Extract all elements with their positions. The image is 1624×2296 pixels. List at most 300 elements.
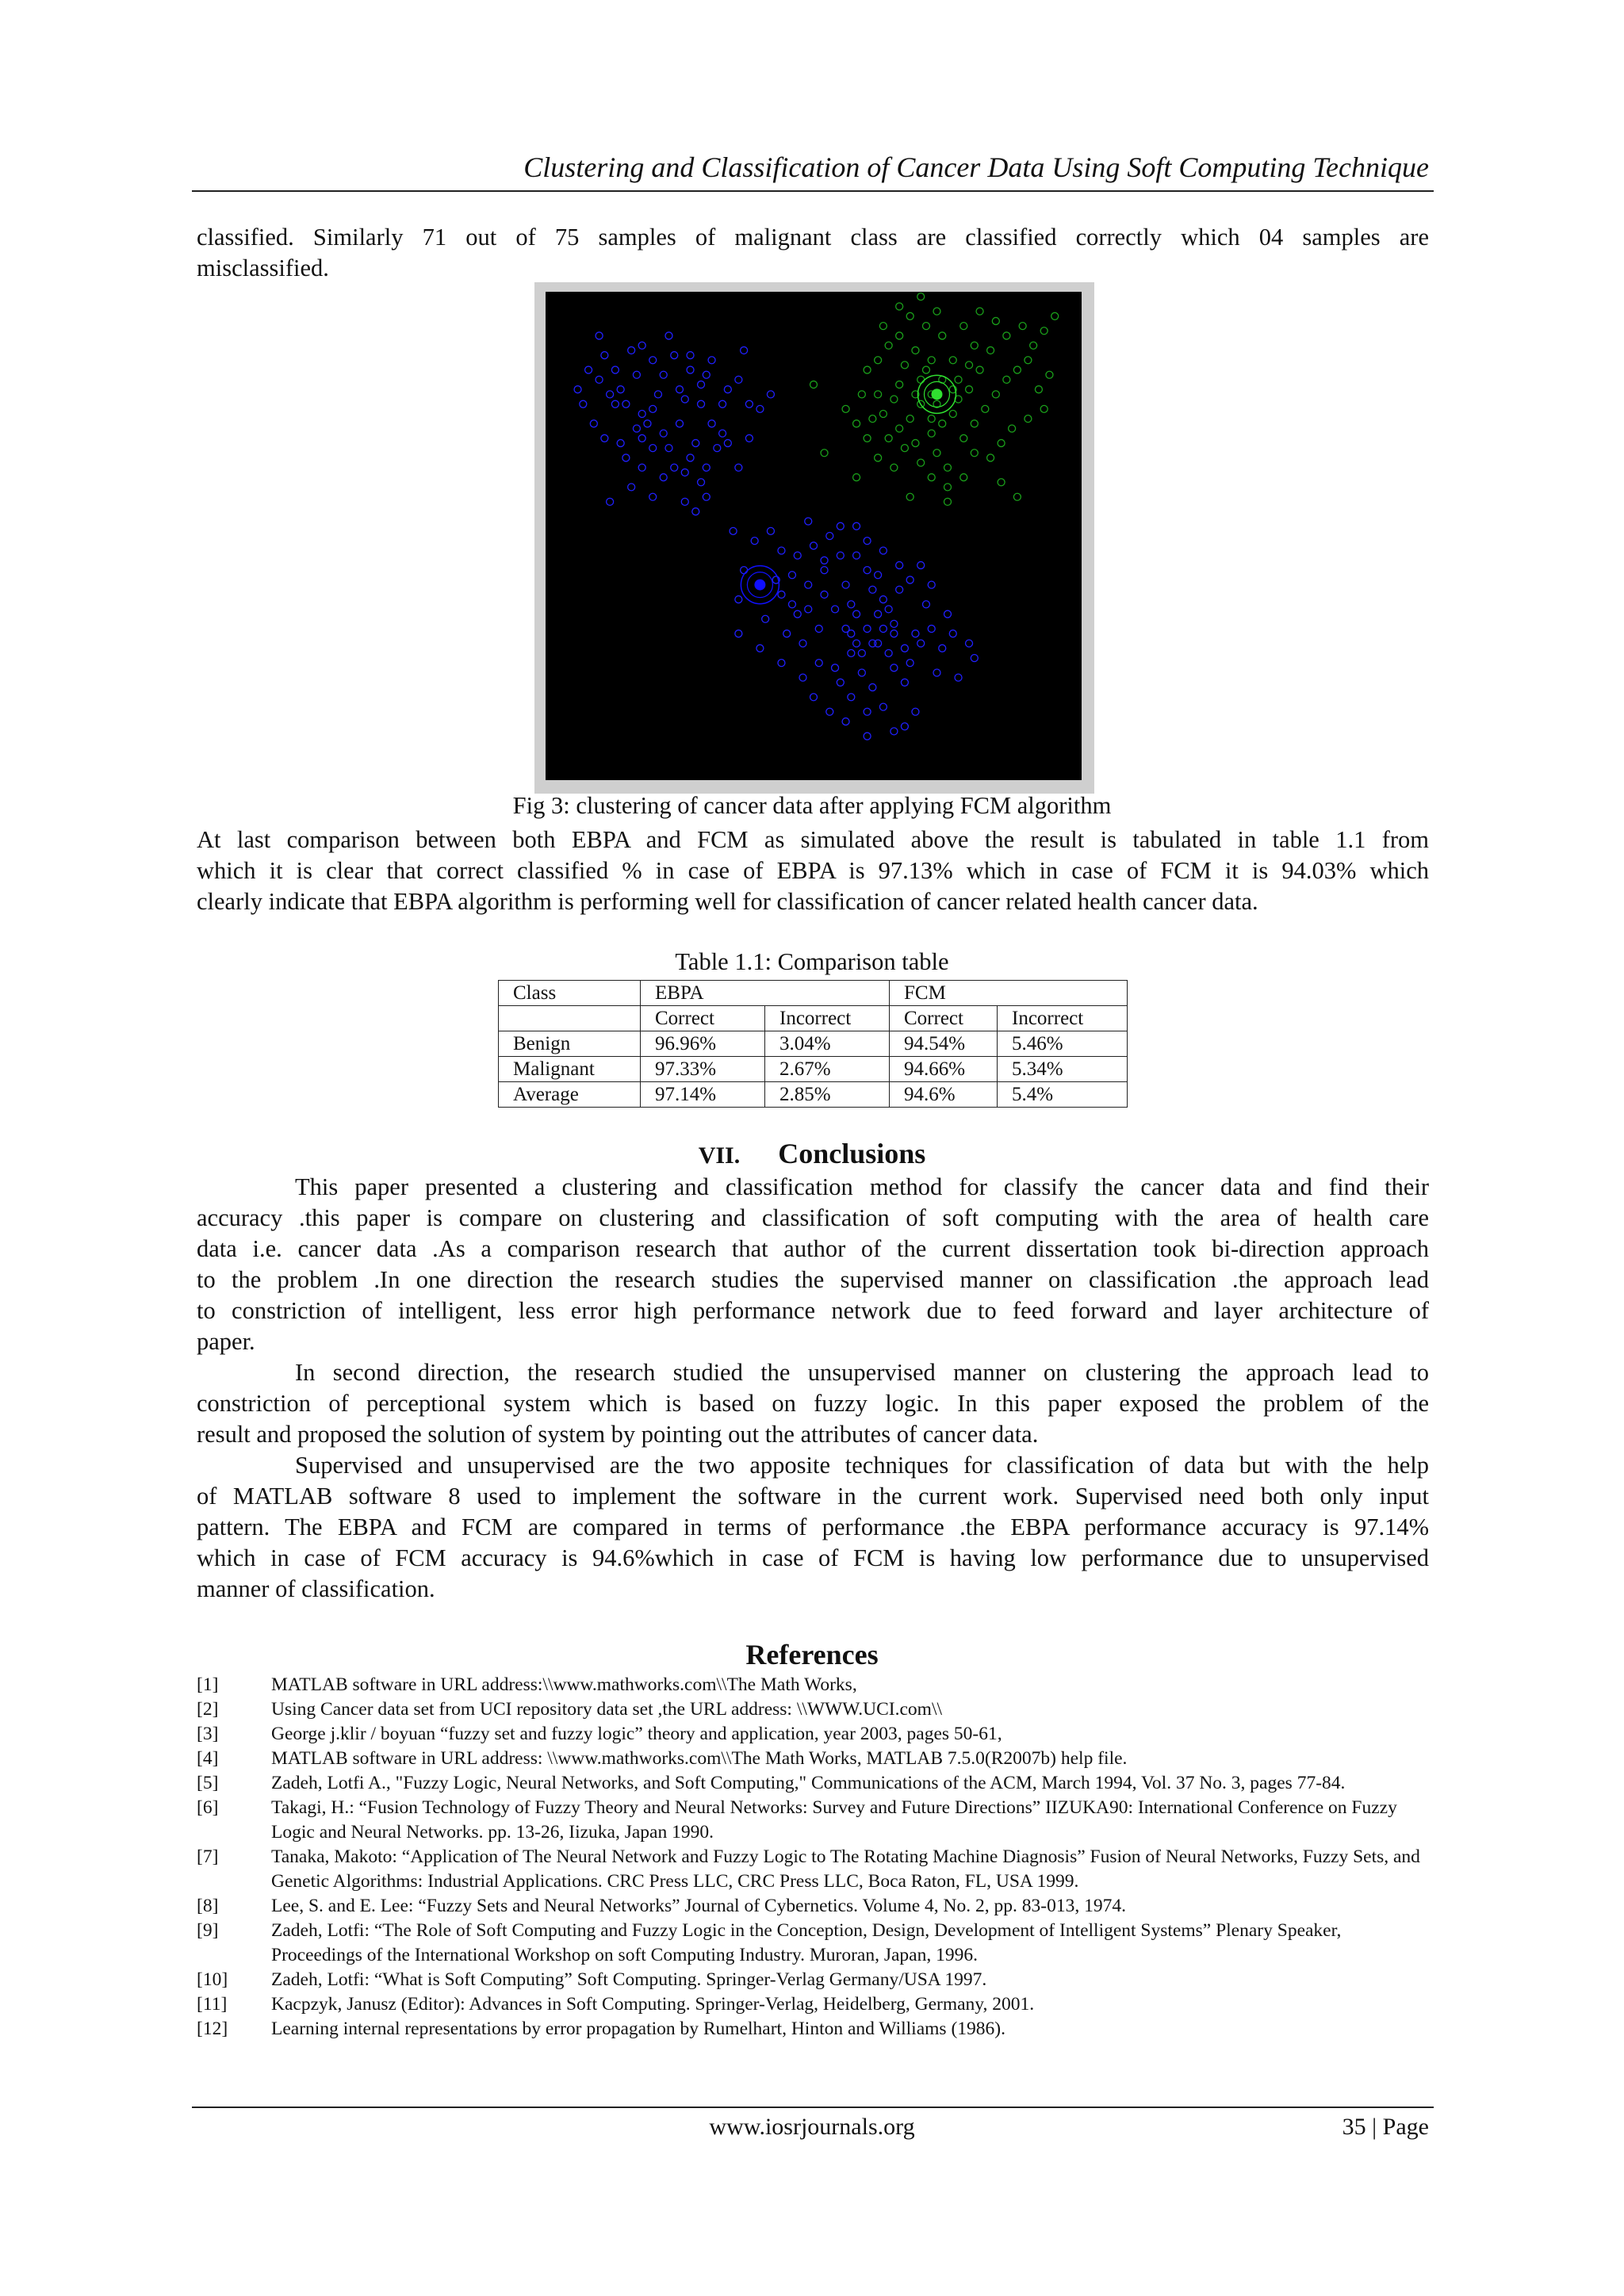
data-point [901,445,908,452]
text-line: classified. Similarly 71 out of 75 samples of malignant class are classified correctly which 04 samples are [197,224,1429,251]
data-point [649,445,657,452]
data-point [939,332,946,339]
data-point [745,400,753,408]
data-point [922,323,929,330]
data-point [992,317,999,324]
data-point [607,498,614,505]
data-point [1051,312,1059,320]
data-point [724,386,731,393]
data-point [842,581,849,588]
data-point [869,415,876,423]
data-point [596,332,603,339]
data-point [671,352,678,359]
reference-item [197,1747,1429,1771]
data-point [928,581,935,588]
data-point [687,352,694,359]
data-point [590,420,597,427]
data-point [853,474,860,481]
reference-number: [1] [197,1674,219,1695]
row-label: Average [499,1082,641,1108]
data-point [891,630,898,637]
data-point [912,708,919,715]
section-number: VII. [698,1142,741,1169]
text-line: clearly indicate that EBPA algorithm is performing well for classification of cancer related health cancer data. [197,888,1258,915]
data-point [906,493,914,500]
comparison-table [498,980,1128,1108]
table-cell: 2.67% [765,1057,890,1082]
data-point [805,606,812,613]
data-point [660,474,667,481]
data-point [879,547,887,554]
data-point [906,312,914,320]
data-point [644,420,651,427]
reference-text: Zadeh, Lotfi: “What is Soft Computing” Soft Computing. Springer-Verlag Germany/USA 1997. [271,1969,987,1990]
data-point [730,527,737,534]
data-point [832,664,839,672]
data-point [966,640,973,647]
data-point [617,439,624,446]
data-point [912,630,919,637]
data-point [879,411,887,418]
data-point [858,669,865,676]
data-point [703,493,710,500]
text-line: misclassified. [197,254,329,281]
data-point [879,703,887,710]
data-point [891,620,898,627]
data-point [837,552,844,559]
data-point [885,434,892,442]
data-point [741,346,748,354]
data-point [848,694,855,701]
text-line: which it is clear that correct classified % in case of EBPA is 97.13% which in case of FCM it is 94.03% which [197,857,1429,884]
data-point [939,645,946,652]
data-point [982,405,989,412]
data-point [955,674,962,681]
data-point [601,434,608,442]
cluster-centroid [931,388,942,400]
data-point [794,552,801,559]
reference-item [197,1722,1429,1747]
table-cell: 96.96% [641,1031,765,1057]
table-cell: 2.85% [765,1082,890,1108]
conclusions-paragraph-1 [197,1172,1429,1605]
data-point [928,474,935,481]
data-point [901,362,908,369]
text-line: which in case of FCM accuracy is 94.6%which in case of FCM is having low performance due to unsupervised [197,1544,1429,1571]
data-point [783,630,791,637]
data-point [703,464,710,471]
data-point [633,371,640,378]
data-point [1013,366,1021,373]
data-point [976,308,983,315]
data-point [848,601,855,608]
data-point [580,400,587,408]
data-point [906,660,914,667]
data-point [708,357,715,364]
data-point [875,357,882,364]
text-line: Supervised and unsupervised are the two apposite techniques for classification of data but with the help [295,1452,1429,1479]
data-point [896,425,903,432]
data-point [976,366,983,373]
data-point [821,557,828,564]
page-number: 35 | Page [1342,2114,1429,2140]
data-point [654,391,661,398]
row-label: Benign [499,1031,641,1057]
data-point [622,454,630,461]
data-point [853,640,860,647]
data-point [1025,415,1032,423]
data-point [928,357,935,364]
data-point [901,723,908,730]
data-point [864,567,871,574]
data-point [879,323,887,330]
text-line: accuracy .this paper is compare on clustering and classification of soft computing with the area of health care [197,1204,1429,1231]
table-cell: 5.4% [998,1082,1128,1108]
data-point [628,346,635,354]
reference-item [197,2017,1429,2042]
data-point [681,498,688,505]
data-point [853,610,860,618]
data-point [869,640,876,647]
running-header-title: Clustering and Classification of Cancer Data Using Soft Computing Technique [523,151,1429,183]
reference-text: Kacpzyk, Janusz (Editor): Advances in Soft Computing. Springer-Verlag, Heidelberg, Germany, 2001. [271,1994,1035,2015]
data-point [858,391,865,398]
data-point [660,430,667,437]
text-line: result and proposed the solution of system by pointing out the attributes of cancer data. [197,1421,1039,1448]
data-point [869,683,876,691]
data-point [971,342,978,349]
data-point [917,293,925,300]
data-point [853,420,860,427]
data-point [665,445,672,452]
data-point [665,332,672,339]
data-point [885,649,892,656]
text-line: This paper presented a clustering and classification method for classify the cancer data and find their [295,1173,1429,1200]
reference-text: Learning internal representations by error propagation by Rumelhart, Hinton and Williams (1986). [271,2019,1005,2039]
data-point [815,626,822,633]
figure-frame [534,282,1094,794]
data-point [1013,493,1021,500]
data-point [933,450,940,457]
data-point [799,640,806,647]
data-point [1046,371,1053,378]
data-point [837,679,844,686]
text-line: manner of classification. [197,1575,435,1602]
data-point [676,420,684,427]
data-point [1003,332,1010,339]
intro-paragraph [197,222,1429,284]
data-point [735,630,742,637]
data-point [724,439,731,446]
data-point [1035,386,1042,393]
data-point [751,538,758,545]
table-subheader-row [499,1006,1128,1031]
data-point [891,464,898,471]
data-point [853,552,860,559]
data-point [1040,327,1048,335]
reference-text: Using Cancer data set from UCI repository data set ,the URL address: \\WWW.UCI.com\\ [271,1699,943,1720]
section-heading [0,1137,1624,1170]
data-point [698,479,705,486]
data-point [864,708,871,715]
data-point [622,400,630,408]
data-point [928,415,935,423]
data-point [676,386,684,393]
data-point [687,454,694,461]
reference-text: Zadeh, Lotfi A., "Fuzzy Logic, Neural Networks, and Soft Computing," Communications of the ACM, March 1994, Vol. 37 No. 3, pages 77-84. [271,1773,1346,1793]
text-line: In second direction, the research studied the unsupervised manner on clustering the approach lead to [295,1359,1429,1386]
data-point [896,303,903,310]
reference-number: [2] [197,1699,219,1720]
subheader-cell: Correct [890,1006,998,1031]
data-point [681,396,688,403]
reference-text: Tanaka, Makoto: “Application of The Neural Network and Fuzzy Logic to The Rotating Machine Diagnosis” Fusion of Neural Networks, Fuzzy Sets, and Genetic Algorithms: Industrial Applications. CRC Press LLC, CRC Press LLC, Boca Raton, FL, USA 1999. [271,1846,1420,1892]
data-point [998,439,1005,446]
data-point [992,391,999,398]
data-point [810,542,818,549]
data-point [885,606,892,613]
reference-item [197,1894,1429,1919]
data-point [842,718,849,725]
reference-item [197,1771,1429,1796]
data-point [864,733,871,740]
data-point [778,591,785,598]
subheader-cell: Correct [641,1006,765,1031]
data-point [601,352,608,359]
data-point [633,425,640,432]
data-point [853,522,860,530]
data-point [837,522,844,530]
data-point [879,596,887,603]
data-point [842,626,849,633]
data-point [842,405,849,412]
data-point [805,581,812,588]
data-point [917,459,925,466]
data-point [698,400,705,408]
footer-url: www.iosrjournals.org [709,2114,915,2140]
data-point [966,386,973,393]
data-point [949,411,956,418]
data-point [810,381,818,388]
data-point [949,357,956,364]
data-point [815,660,822,667]
data-point [1025,357,1032,364]
data-point [735,464,742,471]
data-point [875,454,882,461]
data-point [762,615,769,622]
data-point [708,420,715,427]
reference-number: [3] [197,1724,219,1744]
data-point [788,601,795,608]
data-point [949,630,956,637]
data-point [928,430,935,437]
reference-text: MATLAB software in URL address:\\www.mathworks.com\\The Math Works, [271,1674,857,1695]
data-point [891,728,898,735]
data-point [901,645,908,652]
data-point [671,464,678,471]
data-point [960,434,967,442]
reference-number: [9] [197,1920,219,1941]
data-point [944,484,952,491]
reference-number: [6] [197,1797,219,1818]
data-point [971,450,978,457]
data-point [638,342,645,349]
data-point [745,434,753,442]
header-cell-fcm: FCM [890,981,1128,1006]
data-point [944,464,952,471]
data-point [649,357,657,364]
reference-number: [11] [197,1994,228,2015]
row-label: Malignant [499,1057,641,1082]
data-point [960,474,967,481]
reference-text: MATLAB software in URL address: \\www.mathworks.com\\The Math Works, MATLAB 7.5.0(R2007b) help file. [271,1748,1128,1769]
reference-item [197,1697,1429,1722]
data-point [607,391,614,398]
data-point [869,586,876,593]
data-point [901,679,908,686]
data-point [638,434,645,442]
scatter-svg [546,292,1082,780]
table-cell: 94.54% [890,1031,998,1057]
data-point [998,479,1005,486]
data-point [891,396,898,403]
data-point [628,484,635,491]
data-point [987,346,994,354]
data-point [928,626,935,633]
header-cell-class: Class [499,981,641,1006]
data-point [660,371,667,378]
data-point [864,434,871,442]
data-point [1030,342,1037,349]
figure-caption: Fig 3: clustering of cancer data after applying FCM algorithm [512,792,1112,819]
reference-number: [8] [197,1896,219,1916]
text-line: to constriction of intelligent, less error high performance network due to feed forward and layer architecture of [197,1297,1429,1324]
text-line: pattern. The EBPA and FCM are compared in terms of performance .the EBPA performance accuracy is 97.14% [197,1513,1429,1540]
reference-text: Lee, S. and E. Lee: “Fuzzy Sets and Neural Networks” Journal of Cybernetics. Volume 4, No. 2, pp. 83-013, 1974. [271,1896,1126,1916]
reference-item [197,1673,1429,1697]
text-line: At last comparison between both EBPA and FCM as simulated above the result is tabulated in table 1.1 from [197,826,1429,853]
data-point [917,561,925,568]
data-point [971,420,978,427]
data-point [767,391,774,398]
reference-number: [5] [197,1773,219,1793]
table-cell: 3.04% [765,1031,890,1057]
data-point [864,538,871,545]
reference-item [197,1919,1429,1968]
data-point [933,308,940,315]
data-point [896,586,903,593]
data-point [922,601,929,608]
data-point [944,610,952,618]
data-point [687,366,694,373]
table-cell: 94.6% [890,1082,998,1108]
data-point [714,445,721,452]
data-point [891,664,898,672]
data-point [944,498,952,505]
data-point [617,386,624,393]
data-point [960,323,967,330]
data-point [939,420,946,427]
data-point [906,415,914,423]
data-point [875,391,882,398]
scatter-plot [546,292,1082,780]
data-point [692,439,699,446]
header-cell-ebpa: EBPA [641,981,890,1006]
text-line: to the problem .In one direction the research studies the supervised manner on classification .the approach lead [197,1266,1429,1293]
data-point [879,626,887,633]
data-point [778,660,785,667]
table-caption: Table 1.1: Comparison table [675,948,949,975]
footer-rule [192,2107,1434,2108]
data-point [735,376,742,383]
data-point [719,430,726,437]
table-cell [499,1006,641,1031]
data-point [858,649,865,656]
reference-number: [12] [197,2019,228,2039]
data-point [574,386,581,393]
data-point [810,694,818,701]
reference-item [197,1968,1429,1992]
data-point [788,572,795,579]
data-point [703,371,710,378]
data-point [735,596,742,603]
data-point [719,400,726,408]
data-point [585,366,592,373]
data-point [611,400,619,408]
table-header-row [499,981,1128,1006]
text-line: data i.e. cancer data .As a comparison research that author of the current dissertation took bi-direction approach [197,1235,1429,1262]
data-point [896,381,903,388]
data-point [826,533,833,540]
table-cell: 5.34% [998,1057,1128,1082]
data-point [799,674,806,681]
data-point [741,567,748,574]
data-point [821,450,828,457]
data-point [756,645,764,652]
body-paragraph [197,825,1429,917]
data-point [875,610,882,618]
data-point [767,527,774,534]
text-line: paper. [197,1328,255,1355]
table-cell: 5.46% [998,1031,1128,1057]
data-point [596,376,603,383]
data-point [906,576,914,584]
cluster-centroid [754,580,765,591]
data-point [955,376,962,383]
data-point [1040,405,1048,412]
table-row [499,1057,1128,1082]
data-point [638,464,645,471]
data-point [912,439,919,446]
data-point [756,405,764,412]
data-point [805,518,812,525]
data-point [821,591,828,598]
data-point [778,547,785,554]
data-point [826,708,833,715]
references-heading: References [745,1639,879,1670]
data-point [885,342,892,349]
data-point [864,366,871,373]
data-point [933,669,940,676]
reference-text: Takagi, H.: “Fusion Technology of Fuzzy Theory and Neural Networks: Survey and Future Directions” IIZUKA90: International Conference on Fuzzy Logic and Neural Networks. pp. 13-26, Iizuka, Japan 1990. [271,1797,1397,1843]
data-point [681,469,688,476]
data-point [912,346,919,354]
data-point [922,366,929,373]
reference-number: [10] [197,1969,228,1990]
data-point [698,381,705,388]
data-point [896,332,903,339]
table-cell: 97.14% [641,1082,765,1108]
